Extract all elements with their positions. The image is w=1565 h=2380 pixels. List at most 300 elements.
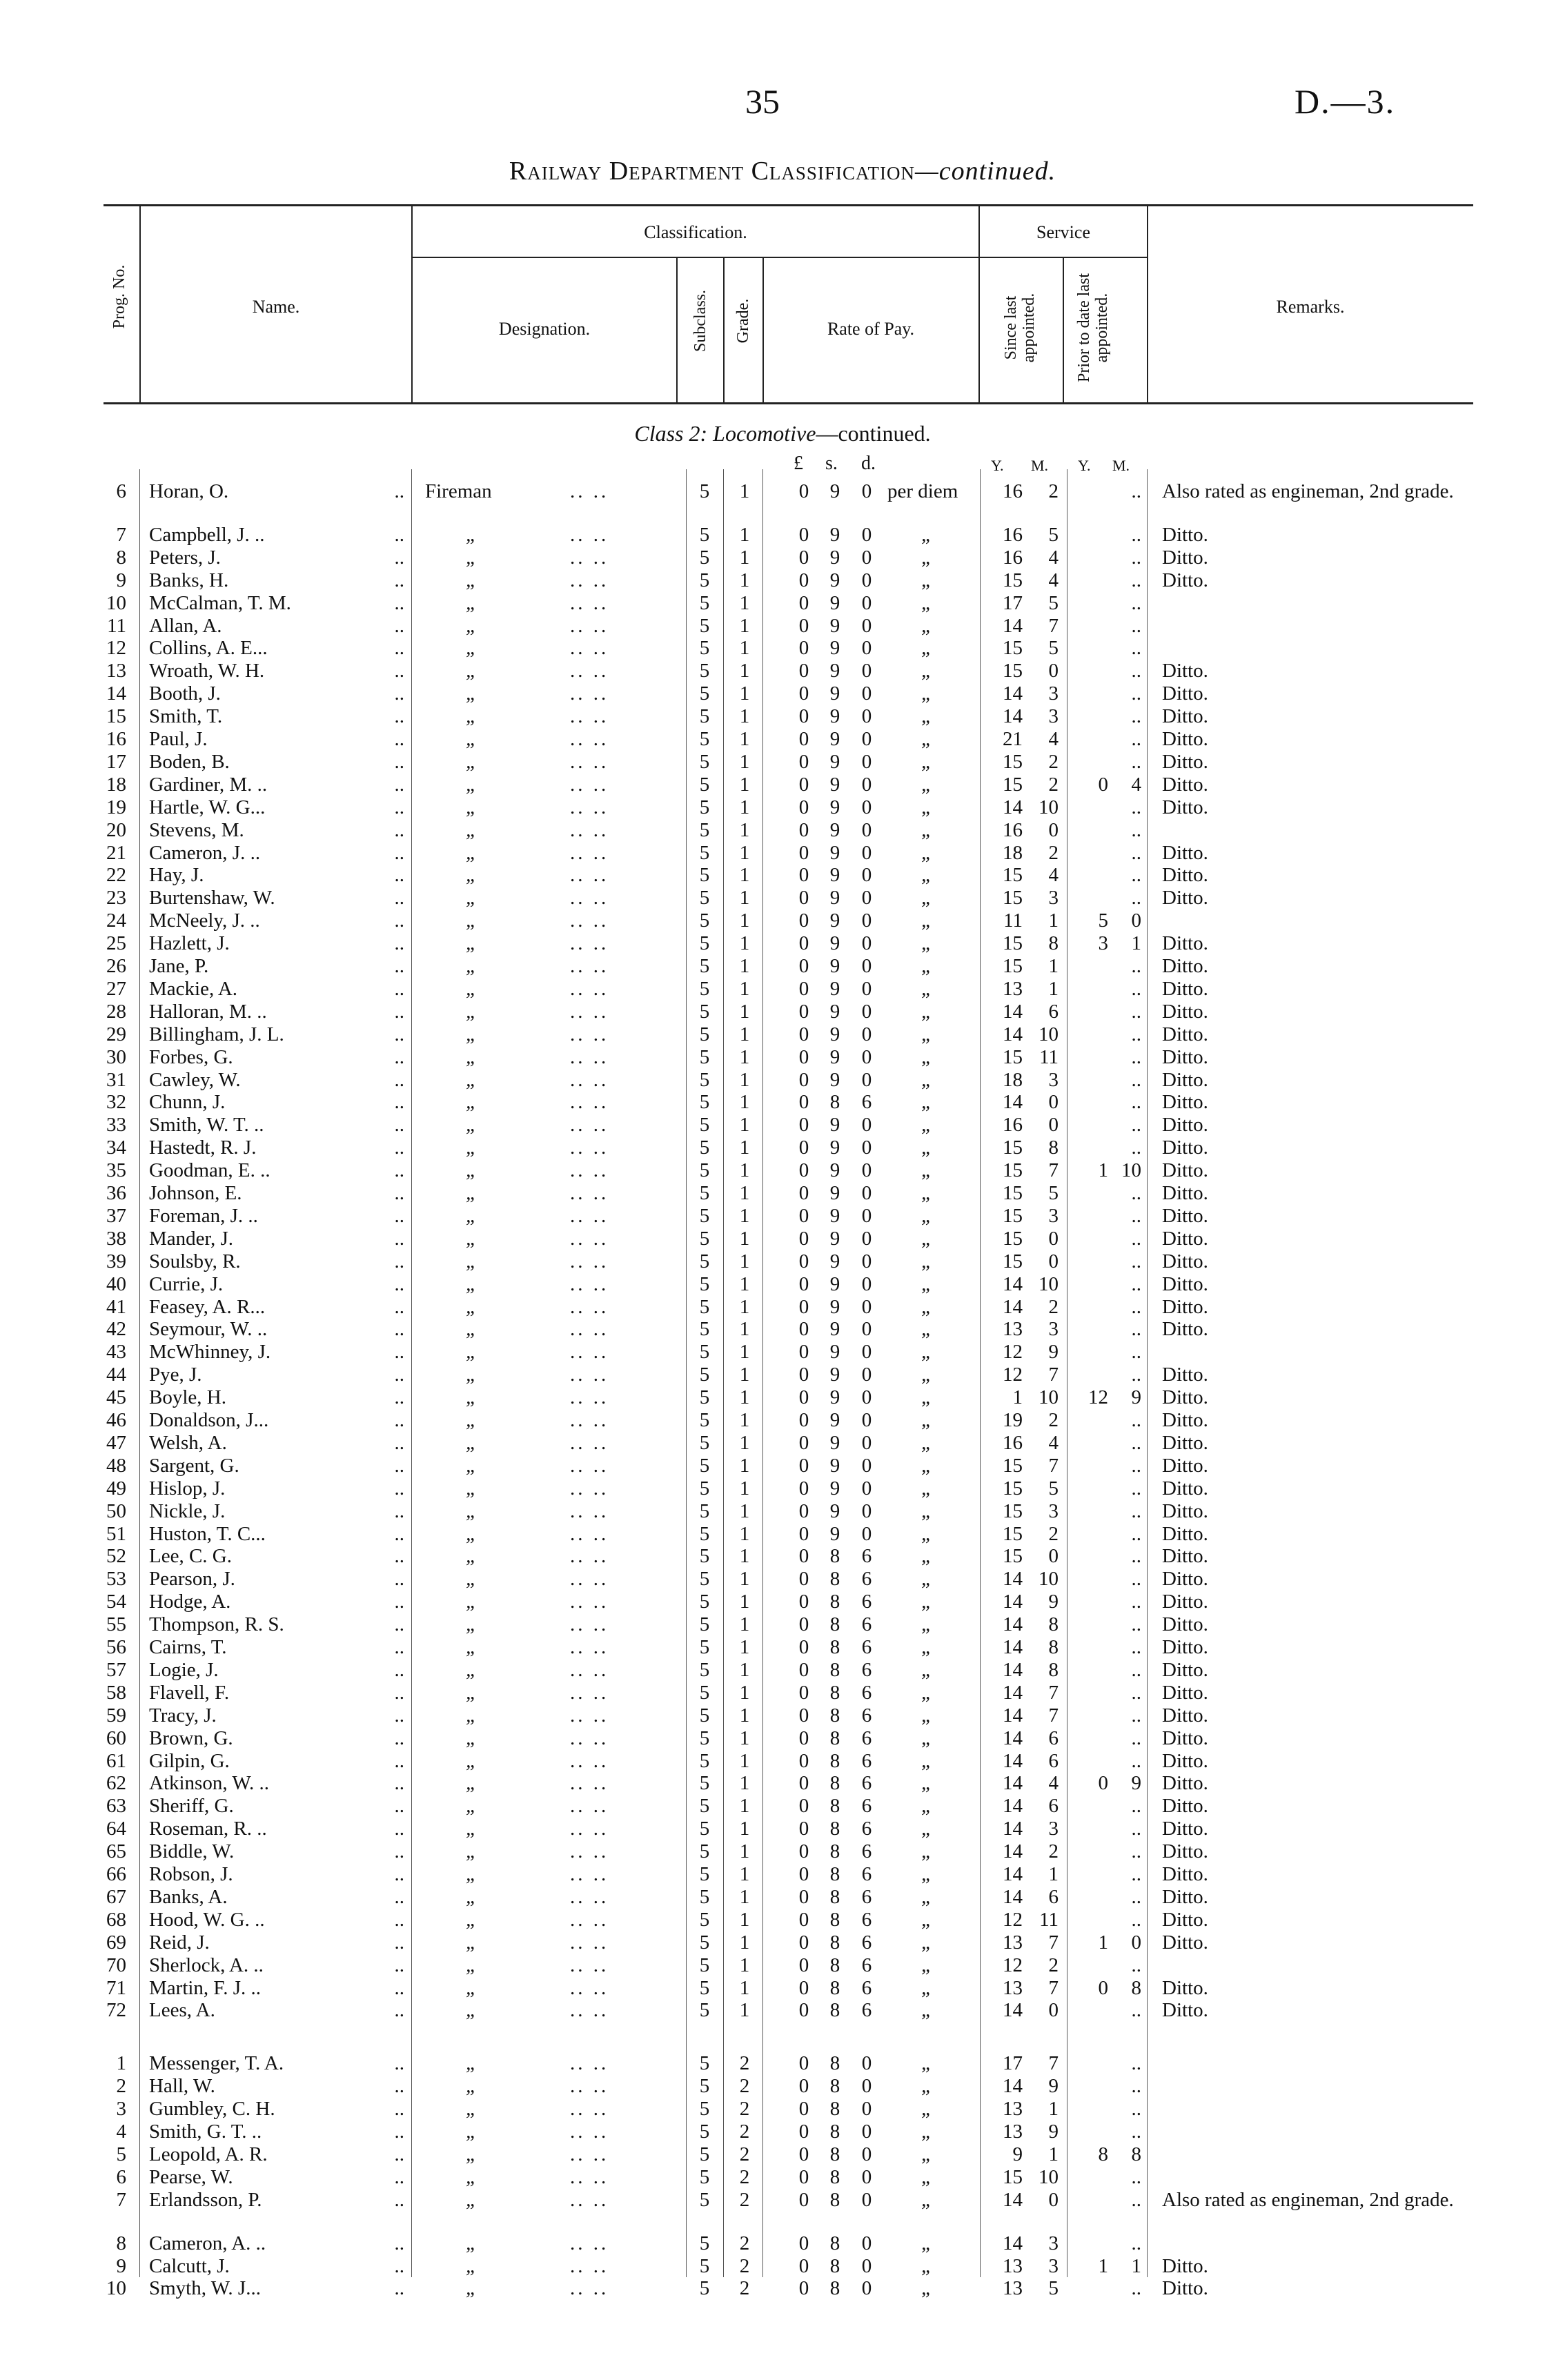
subclass: 5: [699, 1908, 710, 1931]
designation: „: [466, 2165, 478, 2188]
leader-dots: .. ..: [570, 1386, 609, 1409]
name: Mackie, A.: [149, 977, 238, 1000]
designation: „: [466, 1954, 478, 1976]
pay-pounds: 0: [798, 1318, 809, 1341]
service-years: 15: [1003, 1227, 1023, 1250]
service-years: 14: [1003, 1795, 1023, 1818]
leader-dots: ..: [394, 728, 404, 750]
leader-dots: .. ..: [570, 523, 609, 546]
service-years: 15: [1003, 1522, 1023, 1545]
prior-months: ..: [1131, 2188, 1141, 2211]
subclass: 5: [699, 2121, 710, 2143]
leader-dots: .. ..: [570, 909, 609, 932]
prior-months: 10: [1121, 1159, 1141, 1182]
unit-pence: d.: [861, 453, 876, 474]
pay-pence: 6: [861, 1818, 872, 1840]
pay-period: „: [921, 728, 933, 750]
grade: 1: [739, 1318, 750, 1341]
designation: „: [466, 1000, 478, 1023]
service-months: 6: [1048, 1000, 1059, 1023]
pay-pence: 0: [861, 2165, 872, 2188]
leader-dots: .. ..: [570, 1364, 609, 1386]
service-years: 15: [1003, 637, 1023, 660]
table-row: [0, 1795, 1565, 1818]
prog-no: 16: [106, 728, 126, 750]
pay-shillings: 9: [829, 1182, 840, 1204]
name: Biddle, W.: [149, 1840, 235, 1863]
grade: 1: [739, 1159, 750, 1182]
table-row: [0, 1636, 1565, 1659]
prior-months: 8: [1131, 1976, 1141, 1999]
pay-period: „: [921, 2277, 933, 2300]
pay-period: „: [921, 2165, 933, 2188]
leader-dots: .. ..: [570, 1681, 609, 1704]
prog-no: 20: [106, 818, 126, 841]
prior-months: ..: [1131, 2121, 1141, 2143]
pay-shillings: 8: [829, 2165, 840, 2188]
pay-shillings: 9: [829, 1295, 840, 1318]
pay-period: „: [921, 2121, 933, 2143]
pay-shillings: 9: [829, 1159, 840, 1182]
service-years: 19: [1003, 1409, 1023, 1431]
leader-dots: ..: [394, 2143, 404, 2165]
grade: 1: [739, 1840, 750, 1863]
table-row: [0, 1704, 1565, 1727]
pay-shillings: 9: [829, 1499, 840, 1522]
prior-months: ..: [1131, 1795, 1141, 1818]
remarks: Ditto.: [1162, 1386, 1208, 1409]
table-row: [0, 1318, 1565, 1341]
name: Boyle, H.: [149, 1386, 226, 1409]
grade: 1: [739, 818, 750, 841]
service-months: 0: [1048, 660, 1059, 682]
remarks: Ditto.: [1162, 887, 1208, 909]
table-row: [0, 1818, 1565, 1840]
service-months: 10: [1039, 1023, 1059, 1045]
name: Collins, A. E...: [149, 637, 268, 660]
leader-dots: ..: [394, 1023, 404, 1045]
pay-shillings: 8: [829, 2232, 840, 2254]
leader-dots: ..: [394, 637, 404, 660]
prior-months: 9: [1131, 1772, 1141, 1795]
table-row: [0, 1205, 1565, 1228]
subclass: 5: [699, 480, 710, 502]
leader-dots: .. ..: [570, 480, 609, 502]
table-row: [0, 1886, 1565, 1909]
service-years: 14: [1003, 705, 1023, 728]
leader-dots: ..: [394, 1545, 404, 1568]
leader-dots: ..: [394, 1386, 404, 1409]
grade: 1: [739, 1658, 750, 1681]
pay-pounds: 0: [798, 1545, 809, 1568]
pay-pounds: 0: [798, 1658, 809, 1681]
pay-pounds: 0: [798, 1000, 809, 1023]
remarks: Ditto.: [1162, 955, 1208, 977]
remarks: Ditto.: [1162, 1409, 1208, 1431]
leader-dots: ..: [394, 1341, 404, 1364]
remarks: Ditto.: [1162, 728, 1208, 750]
leader-dots: ..: [394, 1522, 404, 1545]
page-number: 35: [745, 82, 780, 121]
leader-dots: ..: [394, 2098, 404, 2121]
pay-shillings: 8: [829, 1658, 840, 1681]
table-row: [0, 615, 1565, 638]
pay-pence: 0: [861, 637, 872, 660]
designation: „: [466, 2254, 478, 2277]
name: Hislop, J.: [149, 1477, 226, 1499]
designation: „: [466, 1431, 478, 1454]
grade: 1: [739, 1204, 750, 1227]
designation: „: [466, 1477, 478, 1499]
prior-months: ..: [1131, 1954, 1141, 1976]
service-months: 10: [1039, 2165, 1059, 2188]
service-months: 7: [1048, 1931, 1059, 1954]
pay-pounds: 0: [798, 1204, 809, 1227]
service-years: 14: [1003, 1885, 1023, 1908]
remarks: Ditto.: [1162, 1499, 1208, 1522]
pay-pounds: 0: [798, 637, 809, 660]
subclass: 5: [699, 1545, 710, 1568]
grade: 2: [739, 2075, 750, 2098]
prog-no: 63: [106, 1795, 126, 1818]
name: Atkinson, W. ..: [149, 1772, 270, 1795]
leader-dots: .. ..: [570, 1613, 609, 1636]
grade: 1: [739, 1499, 750, 1522]
name: Paul, J.: [149, 728, 208, 750]
service-months: 1: [1048, 909, 1059, 932]
subclass: 5: [699, 1477, 710, 1499]
designation: „: [466, 1591, 478, 1613]
service-months: 0: [1048, 1091, 1059, 1114]
leader-dots: .. ..: [570, 2143, 609, 2165]
leader-dots: .. ..: [570, 1840, 609, 1863]
service-months: 3: [1048, 1818, 1059, 1840]
leader-dots: .. ..: [570, 1341, 609, 1364]
grade: 1: [739, 1818, 750, 1840]
remarks: Ditto.: [1162, 1000, 1208, 1023]
pay-period: „: [921, 1159, 933, 1182]
pay-shillings: 8: [829, 1818, 840, 1840]
pay-pounds: 0: [798, 1477, 809, 1499]
designation: „: [466, 1840, 478, 1863]
pay-pence: 0: [861, 2121, 872, 2143]
designation: „: [466, 1931, 478, 1954]
service-months: 5: [1048, 1477, 1059, 1499]
pay-pounds: 0: [798, 955, 809, 977]
service-years: 13: [1003, 1318, 1023, 1341]
grade: 1: [739, 480, 750, 502]
pay-pence: 6: [861, 1658, 872, 1681]
subclass: 5: [699, 1250, 710, 1272]
pay-pence: 6: [861, 1704, 872, 1727]
table-row: [0, 1772, 1565, 1795]
pay-pence: 0: [861, 546, 872, 569]
grade: 1: [739, 1068, 750, 1091]
table-row: [0, 1523, 1565, 1546]
table-row: [0, 1182, 1565, 1205]
table-row: [0, 2232, 1565, 2255]
pay-pounds: 0: [798, 480, 809, 502]
grade: 1: [739, 569, 750, 591]
service-months: 2: [1048, 1840, 1059, 1863]
remarks: Ditto.: [1162, 1795, 1208, 1818]
service-months: 5: [1048, 591, 1059, 614]
pay-pounds: 0: [798, 1023, 809, 1045]
table-row: [0, 1159, 1565, 1182]
pay-period: „: [921, 1250, 933, 1272]
leader-dots: .. ..: [570, 1250, 609, 1272]
table-row: [0, 1863, 1565, 1886]
subclass: 5: [699, 637, 710, 660]
grade: 2: [739, 2121, 750, 2143]
grade: 1: [739, 1885, 750, 1908]
service-years: 13: [1003, 2277, 1023, 2300]
pay-shillings: 8: [829, 2075, 840, 2098]
prog-no: 11: [107, 614, 126, 637]
pay-pence: 0: [861, 1204, 872, 1227]
prior-months: ..: [1131, 1658, 1141, 1681]
pay-pounds: 0: [798, 1840, 809, 1863]
pay-pounds: 0: [798, 1931, 809, 1954]
prior-months: 0: [1131, 1931, 1141, 1954]
pay-shillings: 8: [829, 1999, 840, 2022]
pay-shillings: 8: [829, 1954, 840, 1976]
remarks: Ditto.: [1162, 1295, 1208, 1318]
subclass: 5: [699, 1885, 710, 1908]
subclass: 5: [699, 1114, 710, 1137]
designation: „: [466, 1409, 478, 1431]
designation: „: [466, 1499, 478, 1522]
pay-pounds: 0: [798, 682, 809, 705]
designation: „: [466, 2143, 478, 2165]
pay-shillings: 9: [829, 818, 840, 841]
grade: 1: [739, 1749, 750, 1772]
service-years: 13: [1003, 1931, 1023, 1954]
designation: „: [466, 2098, 478, 2121]
designation: „: [466, 977, 478, 1000]
pay-pounds: 0: [798, 1068, 809, 1091]
leader-dots: ..: [394, 1227, 404, 1250]
subclass: 5: [699, 1818, 710, 1840]
leader-dots: ..: [394, 1636, 404, 1658]
table-row: [0, 2121, 1565, 2143]
pay-shillings: 8: [829, 1545, 840, 1568]
leader-dots: ..: [394, 1295, 404, 1318]
leader-dots: .. ..: [570, 728, 609, 750]
service-years: 15: [1003, 1454, 1023, 1477]
subclass: 5: [699, 1386, 710, 1409]
table-row: [0, 1023, 1565, 1046]
grade: 1: [739, 1341, 750, 1364]
pay-period: „: [921, 1477, 933, 1499]
leader-dots: ..: [394, 932, 404, 955]
service-months: 0: [1048, 2188, 1059, 2211]
subclass: 5: [699, 1000, 710, 1023]
pay-period: „: [921, 1227, 933, 1250]
name: McWhinney, J.: [149, 1341, 271, 1364]
leader-dots: ..: [394, 1795, 404, 1818]
prior-months: ..: [1131, 1341, 1141, 1364]
subclass: 5: [699, 909, 710, 932]
grade: 1: [739, 1409, 750, 1431]
prog-no: 6: [116, 2165, 126, 2188]
remarks: Ditto.: [1162, 1045, 1208, 1068]
pay-period: „: [921, 1272, 933, 1295]
pay-shillings: 9: [829, 660, 840, 682]
pay-period: „: [921, 1704, 933, 1727]
service-months: 2: [1048, 1954, 1059, 1976]
designation: „: [466, 1772, 478, 1795]
pay-pounds: 0: [798, 2143, 809, 2165]
subclass: 5: [699, 1658, 710, 1681]
pay-period: „: [921, 1204, 933, 1227]
designation: „: [466, 1091, 478, 1114]
prior-months: ..: [1131, 1863, 1141, 1885]
subclass: 5: [699, 1091, 710, 1114]
designation: „: [466, 2188, 478, 2211]
leader-dots: ..: [394, 2121, 404, 2143]
prior-years: 0: [1098, 1976, 1108, 1999]
pay-period: „: [921, 1499, 933, 1522]
service-years: 16: [1003, 546, 1023, 569]
prog-no: 8: [116, 546, 126, 569]
prog-no: 34: [106, 1137, 126, 1159]
name: Flavell, F.: [149, 1681, 230, 1704]
service-years: 14: [1003, 682, 1023, 705]
subclass: 5: [699, 887, 710, 909]
designation: „: [466, 1295, 478, 1318]
pay-period: „: [921, 1522, 933, 1545]
pay-shillings: 9: [829, 932, 840, 955]
subclass: 5: [699, 1431, 710, 1454]
prog-no: 13: [106, 660, 126, 682]
grade: 1: [739, 1045, 750, 1068]
leader-dots: ..: [394, 1976, 404, 1999]
grade: 1: [739, 1431, 750, 1454]
service-years: 14: [1003, 1568, 1023, 1591]
grade: 1: [739, 909, 750, 932]
leader-dots: .. ..: [570, 1045, 609, 1068]
leader-dots: .. ..: [570, 2052, 609, 2075]
prior-months: ..: [1131, 1908, 1141, 1931]
pay-pounds: 0: [798, 1613, 809, 1636]
subclass: 5: [699, 682, 710, 705]
service-years: 15: [1003, 932, 1023, 955]
pay-shillings: 8: [829, 1091, 840, 1114]
pay-pounds: 0: [798, 1182, 809, 1204]
col-header-since-last-appointed: Since last appointed.: [1002, 293, 1038, 363]
prog-no: 68: [106, 1908, 126, 1931]
pay-pence: 0: [861, 1431, 872, 1454]
name: Pearson, J.: [149, 1568, 235, 1591]
name: Smith, W. T. ..: [149, 1114, 264, 1137]
designation: „: [466, 1137, 478, 1159]
subclass: 5: [699, 1795, 710, 1818]
pay-pounds: 0: [798, 887, 809, 909]
subclass: 5: [699, 1068, 710, 1091]
pay-shillings: 8: [829, 2277, 840, 2300]
service-years: 16: [1003, 480, 1023, 502]
pay-pounds: 0: [798, 728, 809, 750]
subclass: 5: [699, 1318, 710, 1341]
designation: „: [466, 614, 478, 637]
pay-pounds: 0: [798, 1908, 809, 1931]
grade: 1: [739, 1114, 750, 1137]
service-months: 11: [1039, 1908, 1059, 1931]
pay-pounds: 0: [798, 1386, 809, 1409]
leader-dots: .. ..: [570, 1023, 609, 1045]
prog-no: 24: [106, 909, 126, 932]
name: Gumbley, C. H.: [149, 2098, 275, 2121]
prog-no: 60: [106, 1727, 126, 1749]
pay-period: „: [921, 1114, 933, 1137]
prog-no: 17: [106, 750, 126, 773]
pay-period: „: [921, 591, 933, 614]
service-months: 7: [1048, 1159, 1059, 1182]
pay-pounds: 0: [798, 2075, 809, 2098]
subclass: 5: [699, 1840, 710, 1863]
leader-dots: ..: [394, 1818, 404, 1840]
pay-shillings: 8: [829, 1636, 840, 1658]
name: Boden, B.: [149, 750, 230, 773]
pay-pence: 0: [861, 1364, 872, 1386]
grade: 1: [739, 1477, 750, 1499]
prog-no: 40: [106, 1272, 126, 1295]
pay-shillings: 8: [829, 2188, 840, 2211]
designation: „: [466, 1159, 478, 1182]
subclass: 5: [699, 1159, 710, 1182]
table-row: [0, 1909, 1565, 1931]
grade: 2: [739, 2052, 750, 2075]
designation: „: [466, 1908, 478, 1931]
service-months: 11: [1039, 1045, 1059, 1068]
service-years: 15: [1003, 1045, 1023, 1068]
service-years: 16: [1003, 818, 1023, 841]
subclass: 5: [699, 864, 710, 887]
prog-no: 31: [106, 1068, 126, 1091]
leader-dots: ..: [394, 841, 404, 864]
prog-no: 57: [106, 1658, 126, 1681]
pay-period: „: [921, 1000, 933, 1023]
pay-shillings: 8: [829, 1863, 840, 1885]
pay-pounds: 0: [798, 1954, 809, 1976]
grade: 1: [739, 614, 750, 637]
prior-months: ..: [1131, 1477, 1141, 1499]
table-row: [0, 569, 1565, 592]
pay-pounds: 0: [798, 1885, 809, 1908]
table-row: [0, 1568, 1565, 1591]
pay-shillings: 9: [829, 773, 840, 796]
pay-shillings: 9: [829, 977, 840, 1000]
prior-months: ..: [1131, 1409, 1141, 1431]
name: Lees, A.: [149, 1999, 215, 2022]
name: Huston, T. C...: [149, 1522, 266, 1545]
pay-pence: 0: [861, 977, 872, 1000]
pay-pence: 6: [861, 1613, 872, 1636]
prog-no: 59: [106, 1704, 126, 1727]
pay-pounds: 0: [798, 569, 809, 591]
pay-pounds: 0: [798, 591, 809, 614]
name: Lee, C. G.: [149, 1545, 232, 1568]
designation: „: [466, 1749, 478, 1772]
leader-dots: .. ..: [570, 1068, 609, 1091]
remarks: Ditto.: [1162, 1068, 1208, 1091]
prog-no: 46: [106, 1409, 126, 1431]
pay-pence: 6: [861, 1999, 872, 2022]
remarks: Ditto.: [1162, 1976, 1208, 1999]
service-months: 4: [1048, 569, 1059, 591]
remarks: Also rated as engineman, 2nd grade.: [1162, 480, 1454, 502]
